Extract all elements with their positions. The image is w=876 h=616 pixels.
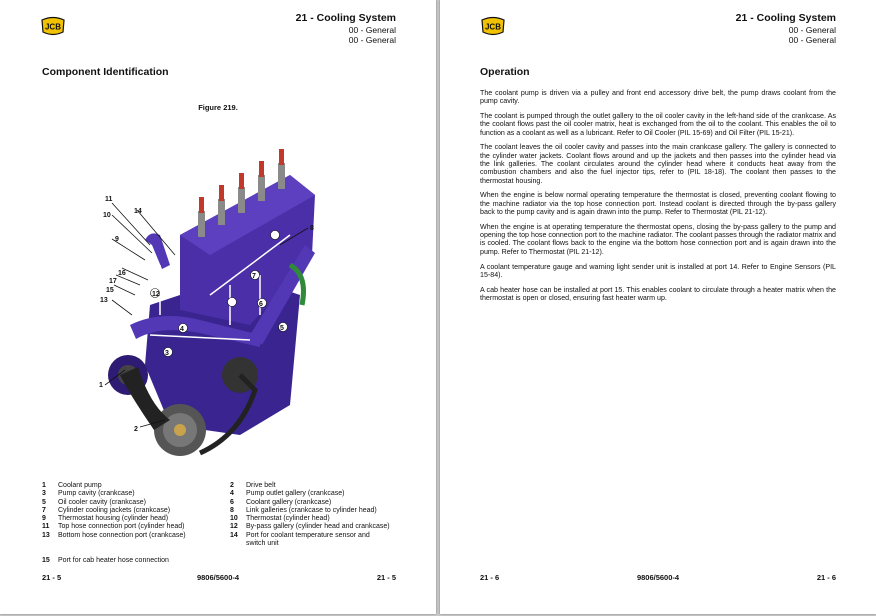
footer-page-number: 21 - 6	[816, 573, 836, 582]
legend-row	[42, 507, 402, 515]
page-header	[296, 12, 396, 45]
legend-number: 12	[230, 523, 238, 531]
section-title: Operation	[480, 66, 530, 78]
page-header	[736, 12, 836, 45]
callout-label: 4	[180, 326, 184, 333]
callout-label: 10	[103, 212, 111, 219]
footer-page-number: 21 - 5	[376, 573, 396, 582]
header-subtitle: 00 - General	[348, 35, 396, 45]
callout-label: 14	[134, 208, 142, 215]
callout-label: 3	[165, 350, 169, 357]
footer-doc-number: 9806/5600-4	[636, 573, 680, 582]
callout-label: 6	[259, 301, 263, 308]
legend-text: Pump cavity (crankcase)	[58, 490, 135, 498]
legend-text: Coolant gallery (crankcase)	[246, 498, 332, 506]
paragraph: The coolant leaves the oil cooler cavity and passes into the main crankcase gallery. The gallery is connected to the cylinder water jackets. Coolant flows around and up the jackets and then passes into the cylinder head via the link galleries. The coolant circulates around the cylinder head where it conducts heat away from the combustion chambers and also the fuel injector tips, refer to (PIL 18-18). The coolant then passes to the thermostat housing.	[480, 143, 836, 185]
legend-row	[42, 532, 402, 540]
legend-row	[42, 499, 402, 507]
operation-text	[480, 89, 836, 309]
legend-text: Link galleries (crankcase to cylinder head)	[246, 506, 377, 514]
callout-label: 9	[115, 236, 119, 243]
component-legend	[42, 482, 402, 565]
legend-number: 4	[230, 490, 234, 498]
callout-label: 2	[134, 426, 138, 433]
legend-number: 7	[42, 506, 46, 514]
legend-text: Drive belt	[246, 482, 276, 489]
legend-number: 10	[230, 515, 238, 523]
legend-text: Cylinder cooling jackets (crankcase)	[58, 506, 171, 514]
footer-page-number: 21 - 5	[42, 573, 62, 582]
header-subtitle: 00 - General	[788, 25, 836, 35]
callout-label: 8	[310, 225, 314, 232]
legend-row	[42, 548, 402, 556]
left-page	[0, 0, 436, 614]
legend-text: Oil cooler cavity (crankcase)	[58, 498, 146, 506]
callout-label: 12	[152, 291, 160, 298]
figure-label: Figure 219.	[198, 103, 238, 112]
legend-row	[42, 490, 402, 498]
legend-text: Port for coolant temperature sensor and	[246, 531, 370, 539]
legend-row	[42, 523, 402, 531]
legend-number: 15	[42, 556, 50, 564]
callout-label: 1	[99, 382, 103, 389]
section-title: Component Identification	[42, 66, 169, 78]
legend-text: switch unit	[246, 540, 279, 548]
legend-number: 9	[42, 515, 46, 523]
legend-text: Bottom hose connection port (crankcase)	[58, 531, 186, 539]
legend-number: 6	[230, 498, 234, 506]
legend-row	[42, 540, 402, 548]
paragraph: A cab heater hose can be installed at port 15. This enables coolant to circulate through a heater matrix when the thermostat is open or closed, ensuring fast heater warm up.	[480, 285, 836, 302]
paragraph: The coolant pump is driven via a pulley and front end accessory drive belt, the pump draws coolant from the pump cavity.	[480, 89, 836, 106]
engine-cooling-figure	[90, 135, 340, 475]
legend-number: 3	[42, 490, 46, 498]
legend-row	[42, 482, 402, 490]
callout-label: 11	[105, 196, 113, 203]
legend-text: Thermostat (cylinder head)	[246, 515, 330, 523]
legend-number: 5	[42, 498, 46, 506]
callout-label: 13	[100, 297, 108, 304]
legend-row	[42, 557, 402, 565]
paragraph: The coolant is pumped through the outlet gallery to the oil cooler cavity in the left-hand side of the crankcase. As the coolant flows past the oil cooler matrix, heat is exchanged from the oil to the coolant. This enables the oil to function as a coolant as well as a lubricant. Refer to Oil Cooler (PIL 15-69) and Oil Filter (PIL 15-21).	[480, 112, 836, 137]
paragraph: A coolant temperature gauge and warning light sender unit is installed at port 14. Refer to Engine Sensors (PIL 15-84).	[480, 262, 836, 279]
footer-doc-number: 9806/5600-4	[196, 573, 240, 582]
right-page	[440, 0, 876, 614]
header-subtitle: 00 - General	[788, 35, 836, 45]
legend-text: Top hose connection port (cylinder head)	[58, 523, 185, 531]
legend-text: Pump outlet gallery (crankcase)	[246, 490, 345, 498]
paragraph: When the engine is at operating temperature the thermostat opens, closing the by-pass gallery to the pump and opening the top hose connection port to the machine radiator. The coolant passes through the radiator matrix and is cooled. The coolant flows back to the engine via the bottom hose connection port and is again drawn into the pump. Refer to Thermostat (PIL 21-12).	[480, 222, 836, 256]
svg-text:JCB: JCB	[44, 22, 62, 32]
legend-number: 1	[42, 482, 46, 489]
callout-label: 5	[280, 325, 284, 332]
engine-illustration	[105, 149, 315, 456]
callout-label: 16	[118, 270, 126, 277]
legend-number: 13	[42, 531, 50, 539]
header-title: 21 - Cooling System	[735, 12, 836, 24]
jcb-logo-icon	[480, 16, 506, 36]
jcb-logo-icon	[40, 16, 66, 36]
legend-text: Port for cab heater hose connection	[58, 556, 169, 564]
legend-text: Thermostat housing (cylinder head)	[58, 515, 169, 523]
paragraph: When the engine is below normal operating temperature the thermostat is closed, preventing coolant flowing to the machine radiator via the top hose connection port. Instead coolant is directed through the by-pass gallery back to the pump cavity and is again drawn into the pump. Refer to Thermostat (PIL 21-12).	[480, 191, 836, 217]
legend-text: Coolant pump	[58, 482, 102, 489]
svg-text:JCB: JCB	[484, 22, 502, 32]
footer-page-number: 21 - 6	[480, 573, 500, 582]
header-title: 21 - Cooling System	[295, 12, 396, 24]
callout-label: 7	[252, 273, 256, 280]
legend-number: 2	[230, 482, 234, 489]
legend-text: By-pass gallery (cylinder head and crankcase)	[246, 523, 390, 531]
legend-number: 14	[230, 531, 238, 539]
callout-label: 15	[106, 287, 114, 294]
header-subtitle: 00 - General	[348, 25, 396, 35]
legend-row	[42, 515, 402, 523]
legend-number: 11	[42, 523, 50, 531]
legend-number: 8	[230, 506, 234, 514]
callout-label: 17	[109, 278, 117, 285]
